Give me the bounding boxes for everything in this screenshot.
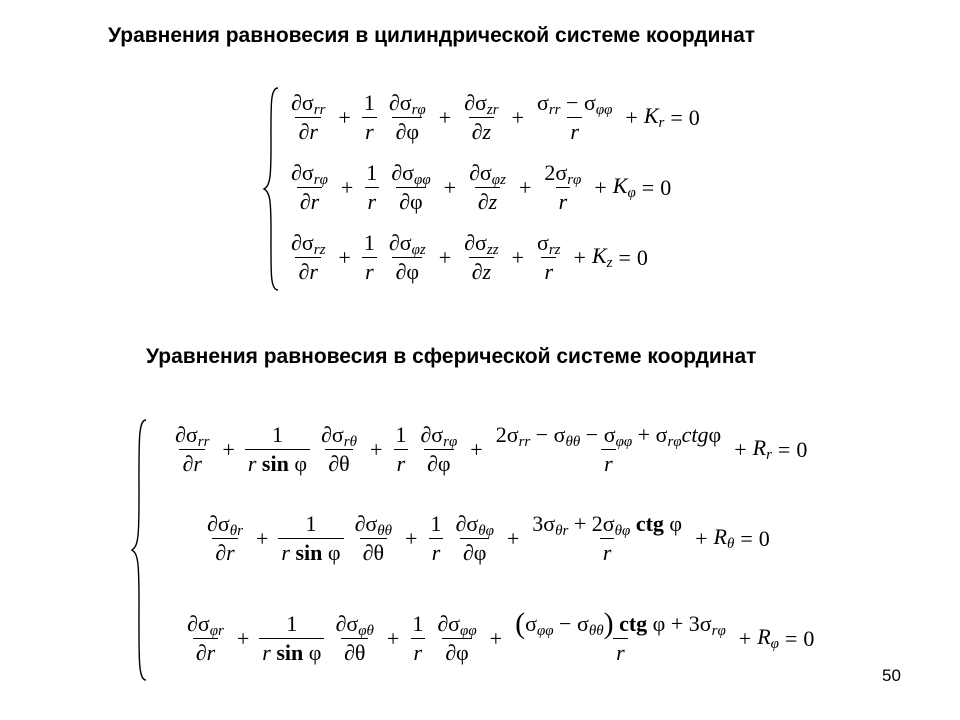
fraction: $\frac{\sigma_{rz}}{r}$ bbox=[536, 230, 561, 284]
fraction: $\frac{\partial\sigma_{r\theta}}{\partial\theta}$ bbox=[321, 422, 357, 476]
cylindrical-equation-phi: $\frac{\partial\sigma_{r\varphi}}{\partial r}$ + $\frac{1}{r}$ $\frac{\partial\sigma_{\varphi\varphi}}{\partial\varphi}$ + $\frac{\partial\sigma_{\varphi z}}{\partial z}$ + $\frac{2\sigma_{r\varphi}}{r}$ + $K_\varphi$ = 0 bbox=[284, 159, 671, 216]
fraction: $\frac{\partial\sigma_{\theta r}}{\partial r}$ bbox=[207, 511, 243, 565]
fraction: $\frac{1}{r}$ bbox=[366, 160, 378, 214]
fraction: $\frac{1}{r}$ bbox=[412, 611, 424, 665]
fraction: $\frac{\partial\sigma_{zz}}{\partial z}$ bbox=[464, 230, 499, 284]
fraction: $\frac{1}{r}$ bbox=[430, 511, 442, 565]
cylindrical-equation-r: $\frac{\partial\sigma_{rr}}{\partial r}$ + $\frac{1}{r}$ $\frac{\partial\sigma_{r\varphi}}{\partial\varphi}$ + $\frac{\partial\sigma_{zr}}{\partial z}$ + $\frac{\sigma_{rr} - \sigma_{\varphi\varphi}}{r}$ + $K_r$ = 0 bbox=[284, 89, 700, 146]
fraction: $\frac{2\sigma_{r\varphi}}{r}$ bbox=[544, 160, 582, 214]
fraction: $\frac{\partial\sigma_{\theta\theta}}{\partial\theta}$ bbox=[354, 511, 393, 565]
fraction: $\frac{3\sigma_{\theta r} + 2\sigma_{\theta\varphi} ctg \varphi}{r}$ bbox=[532, 511, 683, 565]
spherical-equation-phi: $\frac{\partial\sigma_{\varphi r}}{\partial r}$ + $\frac{1}{\text{r sin φ}}$ $\frac{\partial\sigma_{\varphi\theta}}{\partial\theta}$ + $\frac{1}{r}$ $\frac{\partial\sigma_{\varphi\varphi}}{\partial\varphi}$ + $\frac{(\sigma_{\varphi\varphi} - \sigma_{\theta\theta}) ctg \varphi + 3\sigma_{r\varphi}}{r}$ + $R_\varphi$ = 0 bbox=[180, 610, 814, 667]
cylindrical-title: Уравнения равновесия в цилиндрической системе координат bbox=[108, 24, 756, 47]
fraction: $\frac{1}{\text{r sin φ}}$ bbox=[245, 421, 310, 478]
fraction: $\frac{1}{\text{r sin φ}}$ bbox=[259, 610, 324, 667]
fraction: $\frac{\partial\sigma_{\theta\varphi}}{\partial\varphi}$ bbox=[455, 511, 494, 565]
fraction: $\frac{\partial\sigma_{\varphi r}}{\partial r}$ bbox=[187, 611, 224, 665]
fraction: $\frac{\partial\sigma_{rz}}{\partial r}$ bbox=[291, 230, 326, 284]
fraction: $\frac{\partial\sigma_{rr}}{\partial r}$ bbox=[291, 90, 326, 144]
fraction: $\frac{\partial\sigma_{r\varphi}}{\partial\varphi}$ bbox=[388, 90, 426, 144]
fraction: $\frac{\sigma_{rr} - \sigma_{\varphi\varphi}}{r}$ bbox=[536, 90, 613, 144]
spherical-equation-r: $\frac{\partial\sigma_{rr}}{\partial r}$ + $\frac{1}{\text{r sin φ}}$ $\frac{\partial\sigma_{r\theta}}{\partial\theta}$ + $\frac{1}{r}$ $\frac{\partial\sigma_{r\varphi}}{\partial\varphi}$ + $\frac{2\sigma_{rr} - \sigma_{\theta\theta} - \sigma_{\varphi\varphi} + \sigma_{r\varphi}ctg\varphi}{r}$ + $R_r$ = 0 bbox=[168, 421, 807, 478]
fraction: $\frac{\partial\sigma_{r\varphi}}{\partial r}$ bbox=[291, 160, 328, 214]
cylindrical-brace bbox=[262, 86, 282, 292]
fraction: $\frac{1}{r}$ bbox=[363, 90, 375, 144]
fraction: $\frac{\partial\sigma_{zr}}{\partial z}$ bbox=[464, 90, 499, 144]
fraction: $\frac{\partial\sigma_{\varphi\varphi}}{\partial\varphi}$ bbox=[391, 160, 431, 214]
fraction: $\frac{1}{\text{r sin φ}}$ bbox=[278, 510, 343, 567]
fraction: $\frac{\partial\sigma_{\varphi z}}{\partial\varphi}$ bbox=[388, 230, 426, 284]
fraction: $\frac{\partial\sigma_{\varphi z}}{\partial z}$ bbox=[469, 160, 506, 214]
fraction: $\frac{\partial\sigma_{\varphi\theta}}{\partial\theta}$ bbox=[335, 611, 374, 665]
fraction: $\frac{1}{r}$ bbox=[395, 422, 407, 476]
spherical-brace bbox=[130, 418, 150, 682]
fraction: $\frac{\partial\sigma_{r\varphi}}{\partial\varphi}$ bbox=[420, 422, 458, 476]
fraction: $\frac{\partial\sigma_{rr}}{\partial r}$ bbox=[175, 422, 210, 476]
cylindrical-equation-z: $\frac{\partial\sigma_{rz}}{\partial r}$ + $\frac{1}{r}$ $\frac{\partial\sigma_{\varphi z}}{\partial\varphi}$ + $\frac{\partial\sigma_{zz}}{\partial z}$ + $\frac{\sigma_{rz}}{r}$ + $K_z$ = 0 bbox=[284, 229, 648, 286]
spherical-equation-theta: $\frac{\partial\sigma_{\theta r}}{\partial r}$ + $\frac{1}{\text{r sin φ}}$ $\frac{\partial\sigma_{\theta\theta}}{\partial\theta}$ + $\frac{1}{r}$ $\frac{\partial\sigma_{\theta\varphi}}{\partial\varphi}$ + $\frac{3\sigma_{\theta r} + 2\sigma_{\theta\varphi} ctg \varphi}{r}$ + $R_\theta$ = 0 bbox=[200, 510, 770, 567]
fraction: $\frac{1}{r}$ bbox=[363, 230, 375, 284]
fraction: $\frac{\partial\sigma_{\varphi\varphi}}{\partial\varphi}$ bbox=[437, 611, 477, 665]
fraction: $\frac{(\sigma_{\varphi\varphi} - \sigma_{\theta\theta}) ctg \varphi + 3\sigma_{r\varphi}}{r}$ bbox=[515, 607, 726, 665]
page-number: 50 bbox=[882, 666, 901, 685]
fraction: $\frac{2\sigma_{rr} - \sigma_{\theta\theta} - \sigma_{\varphi\varphi} + \sigma_{r\varphi}ctg\varphi}{r}$ bbox=[495, 422, 722, 476]
spherical-title: Уравнения равновесия в сферической системе координат bbox=[146, 345, 757, 368]
